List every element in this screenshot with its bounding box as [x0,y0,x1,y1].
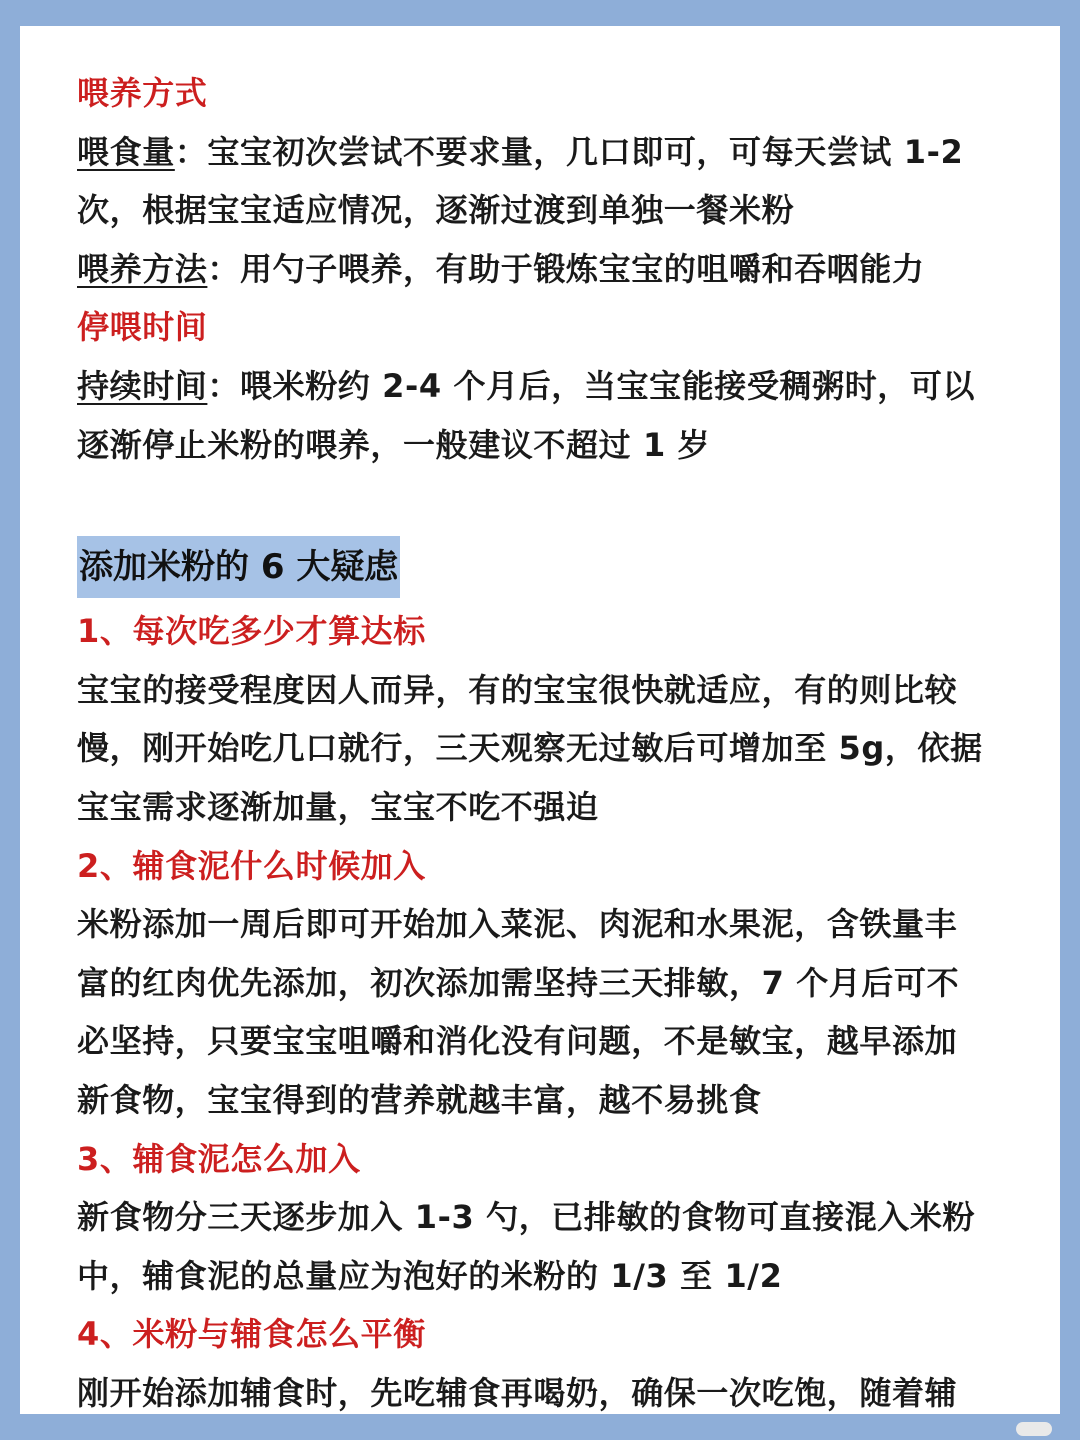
section-title: 添加米粉的 6 大疑虑 [77,536,400,598]
question-1-line-3: 宝宝需求逐渐加量，宝宝不吃不强迫 [77,787,599,826]
feeding-method-heading: 喂养方式 [77,74,208,112]
duration-line-2: 逐渐停止米粉的喂养，一般建议不超过 1 岁 [77,425,711,464]
question-title: 4、米粉与辅食怎么平衡 [77,1315,426,1354]
feeding-amount-line-1 [77,123,1007,182]
question-2-line-4: 新食物，宝宝得到的营养就越丰富，越不易挑食 [77,1080,762,1119]
article-body [77,64,1007,1414]
section-spacer [77,474,1007,532]
question-2-line-2: 富的红肉优先添加，初次添加需坚持三天排敏，7 个月后可不 [77,963,960,1002]
question-4-line-1: 刚开始添加辅食时，先吃辅食再喝奶，确保一次吃饱，随着辅 [77,1373,958,1412]
question-3-line-2: 中，辅食泥的总量应为泡好的米粉的 1/3 至 1/2 [77,1256,783,1295]
watermark-badge [1016,1422,1052,1436]
feeding-amount-label: 喂食量 [77,132,175,171]
stop-feeding-heading: 停喂时间 [77,308,208,347]
question-3-line-1: 新食物分三天逐步加入 1-3 勺，已排敏的食物可直接混入米粉 [77,1198,976,1237]
feeding-technique-text: ：用勺子喂养，有助于锻炼宝宝的咀嚼和吞咽能力 [207,249,925,288]
duration-text-1: ：喂米粉约 2-4 个月后，当宝宝能接受稠粥时，可以 [207,366,976,405]
question-title: 3、辅食泥怎么加入 [77,1139,361,1178]
question-1-line-2: 慢，刚开始吃几口就行，三天观察无过敏后可增加至 5g，依据 [77,729,983,768]
duration-line-1 [77,357,1007,416]
content-card [20,26,1060,1414]
feeding-amount-text-1: ：宝宝初次尝试不要求量，几口即可，可每天尝试 1-2 [174,132,964,171]
question-title: 2、辅食泥什么时候加入 [77,846,426,885]
duration-label: 持续时间 [77,366,208,405]
question-2-line-3: 必坚持，只要宝宝咀嚼和消化没有问题，不是敏宝，越早添加 [77,1022,958,1061]
feeding-amount-line-2: 次，根据宝宝适应情况，逐渐过渡到单独一餐米粉 [77,191,795,230]
question-2-line-1: 米粉添加一周后即可开始加入菜泥、肉泥和水果泥，含铁量丰 [77,905,958,944]
feeding-technique-line [77,240,1007,299]
feeding-technique-label: 喂养方法 [77,249,208,288]
question-title: 1、每次吃多少才算达标 [77,612,426,651]
section-title-wrap [77,532,1007,602]
question-1-line-1: 宝宝的接受程度因人而异，有的宝宝很快就适应，有的则比较 [77,670,958,709]
